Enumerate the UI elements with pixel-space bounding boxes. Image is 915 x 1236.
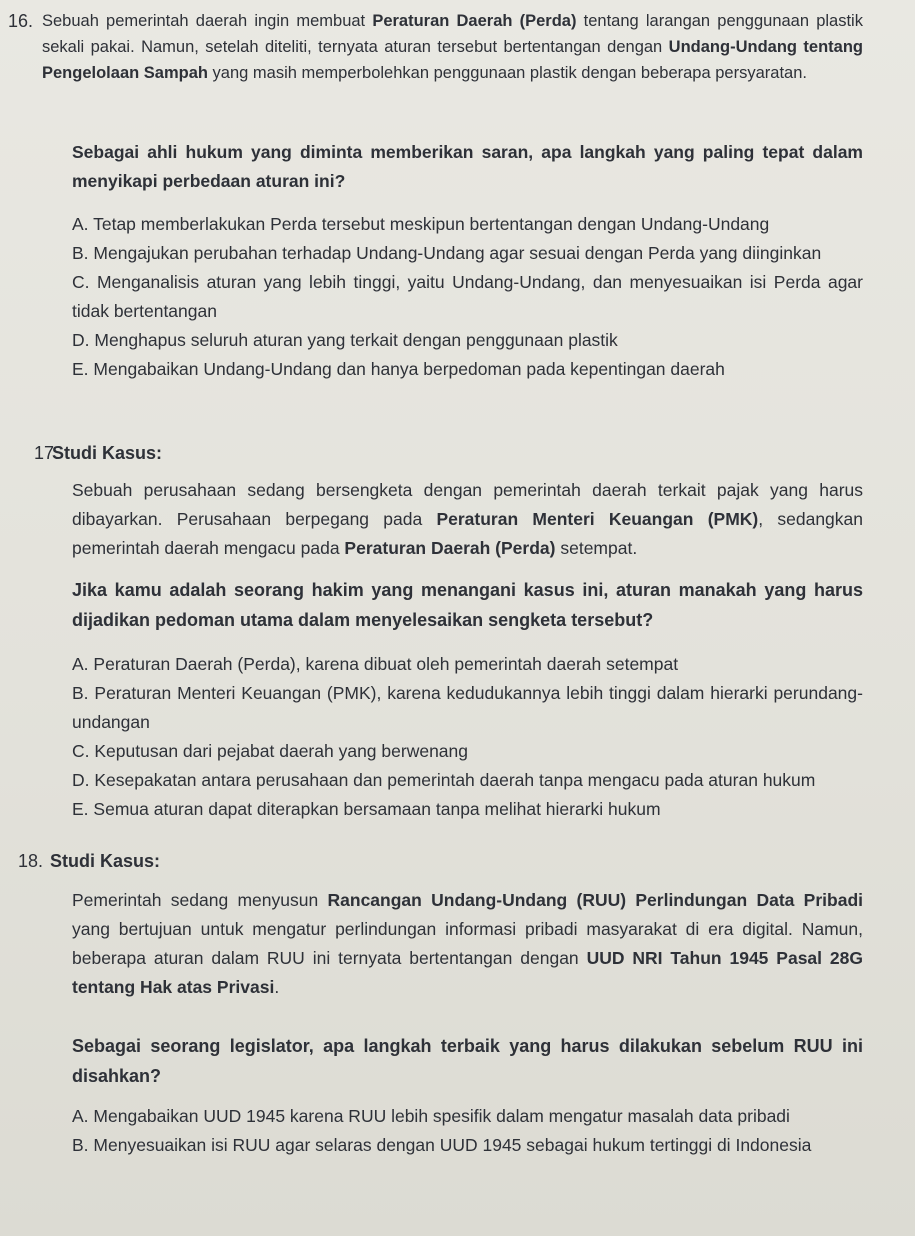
stem-text: yang masih memperbolehkan penggunaan plastik dengan beberapa persyaratan. bbox=[207, 64, 807, 82]
question-number: 18. bbox=[18, 851, 44, 871]
stem-bold: UUD NRI Tahun 1945 Pasal 28G tentang Hak atas Privasi bbox=[72, 948, 863, 997]
option-e[interactable]: E. Mengabaikan Undang-Undang dan hanya berpedoman pada kepentingan daerah bbox=[72, 359, 725, 379]
answer-options bbox=[72, 650, 863, 824]
option-b[interactable]: B. Mengajukan perubahan terhadap Undang-Undang agar sesuai dengan Perda yang diinginkan bbox=[72, 243, 822, 263]
stem-text: tentang larangan penggunaan plastik sekali pakai. Namun, setelah diteliti, ternyata aturan tersebut bertentangan dengan bbox=[42, 12, 863, 56]
option-b[interactable]: B. Peraturan Menteri Keuangan (PMK), karena kedudukannya lebih tinggi dalam hierarki perundang-undangan bbox=[72, 683, 863, 732]
option-a[interactable]: A. Tetap memberlakukan Perda tersebut meskipun bertentangan dengan Undang-Undang bbox=[72, 214, 770, 234]
stem-bold: Peraturan Daerah (Perda) bbox=[372, 12, 577, 30]
case-study-title: Studi Kasus: bbox=[52, 443, 163, 463]
stem-text: Sebuah perusahaan sedang bersengketa dengan pemerintah daerah terkait pajak yang harus dibayarkan. Perusahaan berpegang pada bbox=[72, 480, 863, 529]
question-prompt: Sebagai seorang legislator, apa langkah terbaik yang harus dilakukan sebelum RUU ini disahkan? bbox=[72, 1036, 863, 1086]
option-d[interactable]: D. Menghapus seluruh aturan yang terkait dengan penggunaan plastik bbox=[72, 330, 618, 350]
option-e[interactable]: E. Semua aturan dapat diterapkan bersamaan tanpa melihat hierarki hukum bbox=[72, 799, 661, 819]
option-c[interactable]: C. Keputusan dari pejabat daerah yang berwenang bbox=[72, 741, 468, 761]
question-stem bbox=[72, 476, 863, 563]
stem-bold: Peraturan Menteri Keuangan (PMK) bbox=[436, 509, 759, 529]
case-study-title: Studi Kasus: bbox=[50, 851, 161, 871]
answer-options bbox=[72, 210, 863, 384]
question-stem bbox=[72, 886, 863, 1002]
option-a[interactable]: A. Peraturan Daerah (Perda), karena dibuat oleh pemerintah daerah setempat bbox=[72, 654, 679, 674]
stem-text: . bbox=[274, 977, 280, 997]
stem-bold: Peraturan Daerah (Perda) bbox=[344, 538, 556, 558]
question-prompt: Jika kamu adalah seorang hakim yang menangani kasus ini, aturan manakah yang harus dijadikan pedoman utama dalam menyelesaikan sengketa tersebut? bbox=[72, 580, 863, 630]
stem-text: yang bertujuan untuk mengatur perlindungan informasi pribadi masyarakat di era digital. Namun, beberapa aturan dalam RUU ini ternyata bertentangan dengan bbox=[72, 919, 863, 968]
answer-options bbox=[72, 1102, 863, 1160]
question-number: 17. bbox=[34, 443, 60, 463]
option-b[interactable]: B. Menyesuaikan isi RUU agar selaras dengan UUD 1945 sebagai hukum tertinggi di Indonesia bbox=[72, 1135, 812, 1155]
stem-text: setempat. bbox=[555, 538, 638, 558]
stem-text: Pemerintah sedang menyusun bbox=[72, 890, 328, 910]
stem-text: Sebuah pemerintah daerah ingin membuat bbox=[42, 12, 373, 30]
option-c[interactable]: C. Menganalisis aturan yang lebih tinggi, yaitu Undang-Undang, dan menyesuaikan isi Perda agar tidak bertentangan bbox=[72, 272, 863, 321]
stem-bold: Rancangan Undang-Undang (RUU) Perlindungan Data Pribadi bbox=[327, 890, 863, 910]
option-d[interactable]: D. Kesepakatan antara perusahaan dan pemerintah daerah tanpa mengacu pada aturan hukum bbox=[72, 770, 816, 790]
question-number: 16. bbox=[8, 11, 34, 31]
stem-bold: Undang-Undang tentang Pengelolaan Sampah bbox=[42, 38, 863, 82]
stem-text: , sedangkan pemerintah daerah mengacu pada bbox=[72, 509, 864, 558]
question-stem bbox=[42, 8, 863, 86]
option-a[interactable]: A. Mengabaikan UUD 1945 karena RUU lebih spesifik dalam mengatur masalah data pribadi bbox=[72, 1106, 790, 1126]
question-prompt: Sebagai ahli hukum yang diminta memberikan saran, apa langkah yang paling tepat dalam menyikapi perbedaan aturan ini? bbox=[72, 142, 863, 191]
